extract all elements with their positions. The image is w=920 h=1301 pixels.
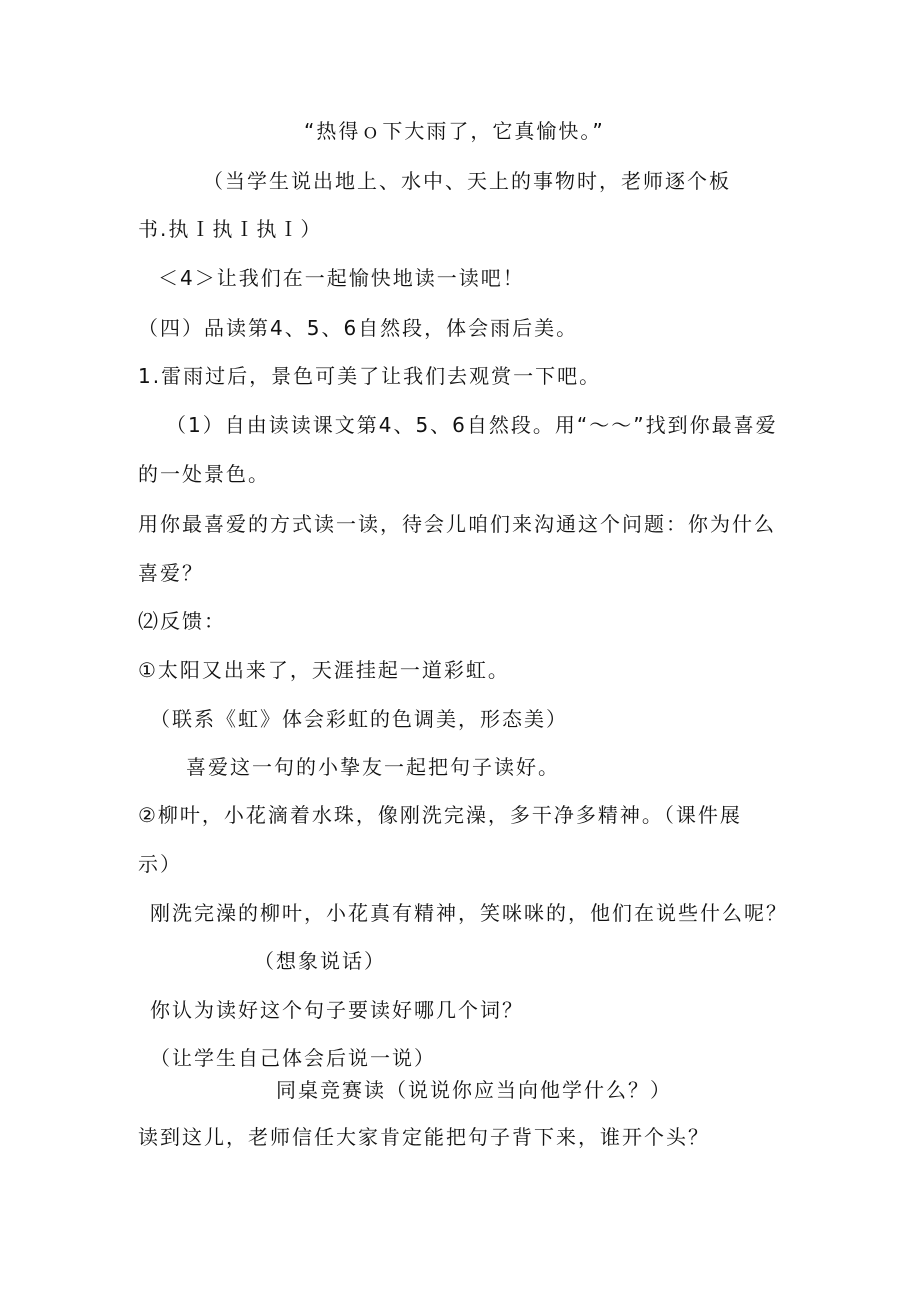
text-line-recite: 读到这儿，老师信任大家肯定能把句子背下来，谁开个头？ xyxy=(138,1125,710,1149)
text-line-quote: “热得ｏ下大雨了，它真愉快。” xyxy=(304,119,605,143)
text-line-willow-question: 刚洗完澡的柳叶，小花真有精神，笑咪咪的，他们在说些什么呢？ xyxy=(150,901,788,925)
text-line-which-words: 你认为读好这个句子要读好哪几个词？ xyxy=(150,998,524,1022)
text-line-rainbow-note: （联系《虹》体会彩虹的色调美，形态美） xyxy=(150,707,568,731)
text-line-board-writing: 书.执Ｉ执Ｉ执Ｉ） xyxy=(138,217,323,241)
text-line-read-together: ＜4＞让我们在一起愉快地读一读吧！ xyxy=(158,266,525,290)
text-line-item-two: ②柳叶，小花滴着水珠，像刚洗完澡，多干净多精神。（课件展 xyxy=(138,803,742,827)
text-line-teacher-note: （当学生说出地上、水中、天上的事物时，老师逐个板 xyxy=(203,169,731,193)
section-heading-four: （四）品读第4、5、6自然段，体会雨后美。 xyxy=(138,316,579,340)
text-line-feedback: ⑵反馈： xyxy=(138,609,226,633)
text-line-imagine: （想象说话） xyxy=(254,949,386,973)
text-line-item-one: ①太阳又出来了，天涯挂起一道彩虹。 xyxy=(138,658,510,682)
text-line-free-reading-cont: 的一处景色。 xyxy=(138,462,270,486)
text-line-item-two-cont: 示） xyxy=(138,852,182,876)
text-line-read-sentence: 喜爱这一句的小挚友一起把句子读好。 xyxy=(186,755,560,779)
text-line-students-say: （让学生自己体会后说一说） xyxy=(150,1046,436,1070)
text-line-step-one: 1.雷雨过后，景色可美了让我们去观赏一下吧。 xyxy=(138,364,602,388)
text-line-favorite-way: 用你最喜爱的方式读一读，待会儿咱们来沟通这个问题：你为什么 xyxy=(138,512,776,536)
text-line-free-reading: （1）自由读读课文第4、5、6自然段。用“～～”找到你最喜爱 xyxy=(166,413,778,437)
text-line-desk-contest: 同桌竞赛读（说说你应当向他学什么？） xyxy=(276,1078,672,1102)
text-line-favorite-way-cont: 喜爱？ xyxy=(138,561,204,585)
